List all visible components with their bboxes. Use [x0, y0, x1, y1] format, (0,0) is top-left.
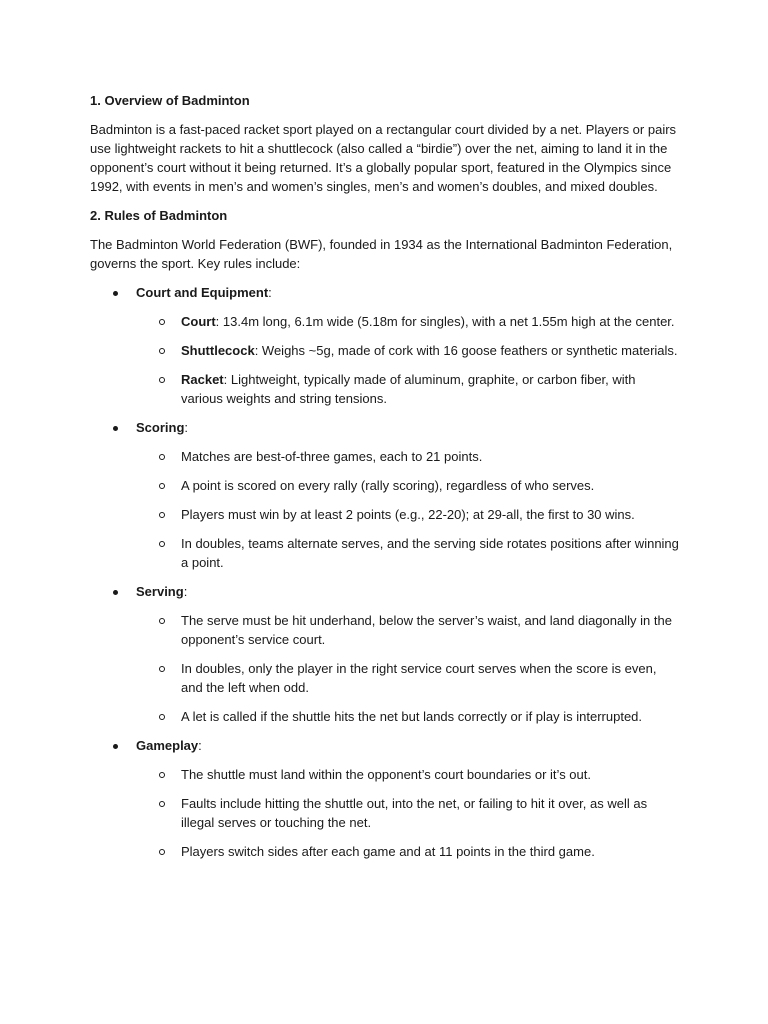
- list-item: [136, 370, 680, 408]
- circle-bullet-icon: [159, 319, 165, 325]
- rule-sublist: [136, 312, 680, 408]
- rule-group-scoring: [90, 418, 680, 572]
- rule-group-colon: :: [198, 738, 202, 753]
- item-text: : Lightweight, typically made of aluminum, graphite, or carbon fiber, with various weights and string tensions.: [181, 372, 636, 406]
- circle-bullet-icon: [159, 714, 165, 720]
- circle-bullet-icon: [159, 618, 165, 624]
- item-text: The serve must be hit underhand, below the server’s waist, and land diagonally in the opponent’s service court.: [181, 613, 672, 647]
- rule-sublist: [136, 611, 680, 726]
- item-text: : 13.4m long, 6.1m wide (5.18m for singles), with a net 1.55m high at the center.: [215, 314, 675, 329]
- item-text: A let is called if the shuttle hits the net but lands correctly or if play is interrupted.: [181, 709, 643, 724]
- item-text: A point is scored on every rally (rally scoring), regardless of who serves.: [181, 478, 595, 493]
- list-item: [136, 842, 680, 861]
- circle-bullet-icon: [159, 377, 165, 383]
- circle-bullet-icon: [159, 849, 165, 855]
- circle-bullet-icon: [159, 772, 165, 778]
- circle-bullet-icon: [159, 541, 165, 547]
- bullet-icon: [113, 590, 118, 595]
- list-item: [136, 312, 680, 331]
- item-text: : Weighs ~5g, made of cork with 16 goose feathers or synthetic materials.: [254, 343, 678, 358]
- item-text: The shuttle must land within the opponent’s court boundaries or it’s out.: [181, 767, 591, 782]
- item-label: Court: [181, 314, 216, 329]
- bullet-icon: [113, 291, 118, 296]
- rule-group-serving: [90, 582, 680, 726]
- list-item: [136, 794, 680, 832]
- section-1-paragraph: Badminton is a fast-paced racket sport played on a rectangular court divided by a net. Players or pairs use lightweight rackets to hit a shuttlecock (also called a “birdie”) over the net, aiming to land it in the opponent’s court without it being returned. It’s a globally popular sport, featured in the Olympics since 1992, with events in men’s and women’s singles, men’s and women’s doubles, and mixed doubles.: [90, 122, 677, 194]
- rule-group-colon: :: [184, 420, 189, 435]
- list-item: [136, 341, 680, 360]
- rules-list: [90, 283, 680, 861]
- list-item: [136, 611, 680, 649]
- section-1-heading: 1. Overview of Badminton: [90, 93, 250, 108]
- rule-group-heading: [136, 736, 680, 755]
- item-label: Racket: [181, 372, 224, 387]
- section-2-intro: The Badminton World Federation (BWF), founded in 1934 as the International Badminton Federation, governs the sport. Key rules include:: [90, 237, 673, 271]
- item-text: Matches are best-of-three games, each to 21 points.: [181, 449, 483, 464]
- item-text: Players switch sides after each game and at 11 points in the third game.: [181, 844, 595, 859]
- circle-bullet-icon: [159, 454, 165, 460]
- list-item: [136, 534, 680, 572]
- item-text: In doubles, only the player in the right service court serves when the score is even, and the left when odd.: [181, 661, 657, 695]
- rule-sublist: [136, 447, 680, 572]
- circle-bullet-icon: [159, 801, 165, 807]
- circle-bullet-icon: [159, 512, 165, 518]
- circle-bullet-icon: [159, 666, 165, 672]
- rule-group-heading: [136, 582, 680, 601]
- circle-bullet-icon: [159, 483, 165, 489]
- rule-group-heading: [136, 418, 680, 437]
- rule-group-title: Court and Equipment: [136, 285, 269, 300]
- section-2-heading: 2. Rules of Badminton: [90, 208, 228, 223]
- rule-group-title: Gameplay: [136, 738, 199, 753]
- item-text: Players must win by at least 2 points (e.g., 22-20); at 29-all, the first to 30 wins.: [181, 507, 635, 522]
- rule-sublist: [136, 765, 680, 861]
- rule-group-gameplay: [90, 736, 680, 861]
- rule-group-heading: [136, 283, 680, 302]
- bullet-icon: [113, 426, 118, 431]
- list-item: [136, 765, 680, 784]
- rule-group-colon: :: [183, 584, 188, 599]
- circle-bullet-icon: [159, 348, 165, 354]
- list-item: [136, 505, 680, 524]
- item-text: In doubles, teams alternate serves, and the serving side rotates positions after winning a point.: [181, 536, 679, 570]
- list-item: [136, 659, 680, 697]
- document-page: [90, 91, 680, 871]
- rule-group-court-and-equipment: [90, 283, 680, 408]
- bullet-icon: [113, 744, 118, 749]
- list-item: [136, 447, 680, 466]
- list-item: [136, 476, 680, 495]
- item-label: Shuttlecock: [181, 343, 255, 358]
- rule-group-colon: :: [268, 285, 272, 300]
- rule-group-title: Scoring: [136, 420, 185, 435]
- rule-group-title: Serving: [136, 584, 184, 599]
- item-text: Faults include hitting the shuttle out, into the net, or failing to hit it over, as well as illegal serves or touching the net.: [181, 796, 648, 830]
- list-item: [136, 707, 680, 726]
